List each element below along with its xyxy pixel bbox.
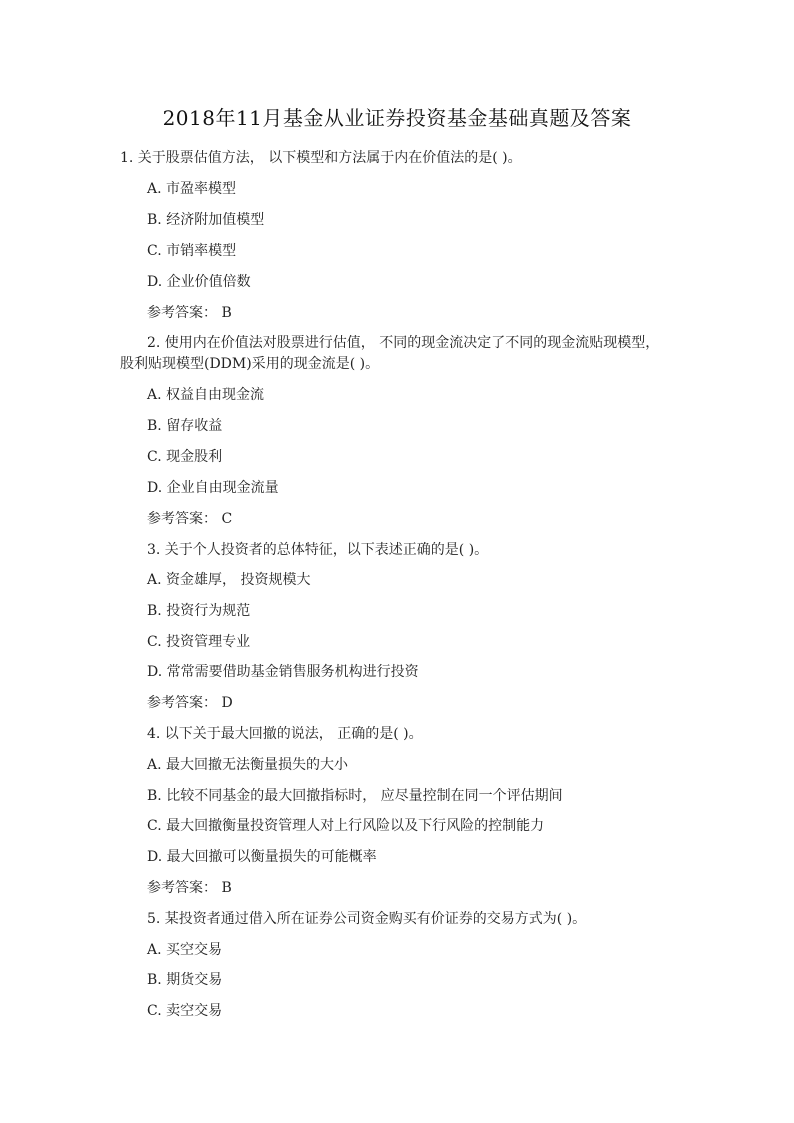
question-3-option-d: D. 常常需要借助基金销售服务机构进行投资 [147,664,419,680]
question-5-option-b: B. 期货交易 [147,972,223,988]
question-3-option-b: B. 投资行为规范 [147,603,251,619]
question-2-option-a: A. 权益自由现金流 [147,387,265,403]
question-1-option-a: A. 市盈率模型 [147,181,237,197]
question-4-stem: 4. 以下关于最大回撤的说法， 正确的是( )。 [147,726,423,742]
question-3-option-a: A. 资金雄厚， 投资规模大 [147,572,311,588]
question-2-answer: 参考答案： C [147,511,233,527]
question-4-option-c: C. 最大回撤衡量投资管理人对上行风险以及下行风险的控制能力 [147,818,545,834]
question-3-stem: 3. 关于个人投资者的总体特征，以下表述正确的是( )。 [147,542,489,558]
question-4-option-b: B. 比较不同基金的最大回撤指标时， 应尽量控制在同一个评估期间 [147,788,563,804]
question-2-stem-line-1: 2. 使用内在价值法对股票进行估值， 不同的现金流决定了不同的现金流贴现模型， [147,335,660,351]
question-3-answer: 参考答案： D [147,695,233,711]
question-3-option-c: C. 投资管理专业 [147,634,251,650]
question-4-option-a: A. 最大回撤无法衡量损失的大小 [147,757,349,773]
question-5-option-a: A. 买空交易 [147,942,223,958]
question-4-answer: 参考答案： B [147,880,232,896]
question-5-option-c: C. 卖空交易 [147,1003,223,1019]
question-1-answer: 参考答案： B [147,305,232,321]
question-2-option-c: C. 现金股利 [147,449,223,465]
question-2-stem-line-2: 股利贴现模型(DDM)采用的现金流是( )。 [120,356,380,372]
question-1-option-c: C. 市销率模型 [147,243,237,259]
question-2-option-b: B. 留存收益 [147,418,223,434]
question-1-option-d: D. 企业价值倍数 [147,274,251,290]
question-1-option-b: B. 经济附加值模型 [147,212,265,228]
document-title: 2018年11月基金从业证券投资基金基础真题及答案 [162,106,632,130]
question-2-option-d: D. 企业自由现金流量 [147,480,279,496]
question-1-stem: 1. 关于股票估值方法， 以下模型和方法属于内在价值法的是( )。 [120,150,522,166]
question-4-option-d: D. 最大回撤可以衡量损失的可能概率 [147,849,377,865]
question-5-stem: 5. 某投资者通过借入所在证券公司资金购买有价证券的交易方式为( )。 [147,911,587,927]
